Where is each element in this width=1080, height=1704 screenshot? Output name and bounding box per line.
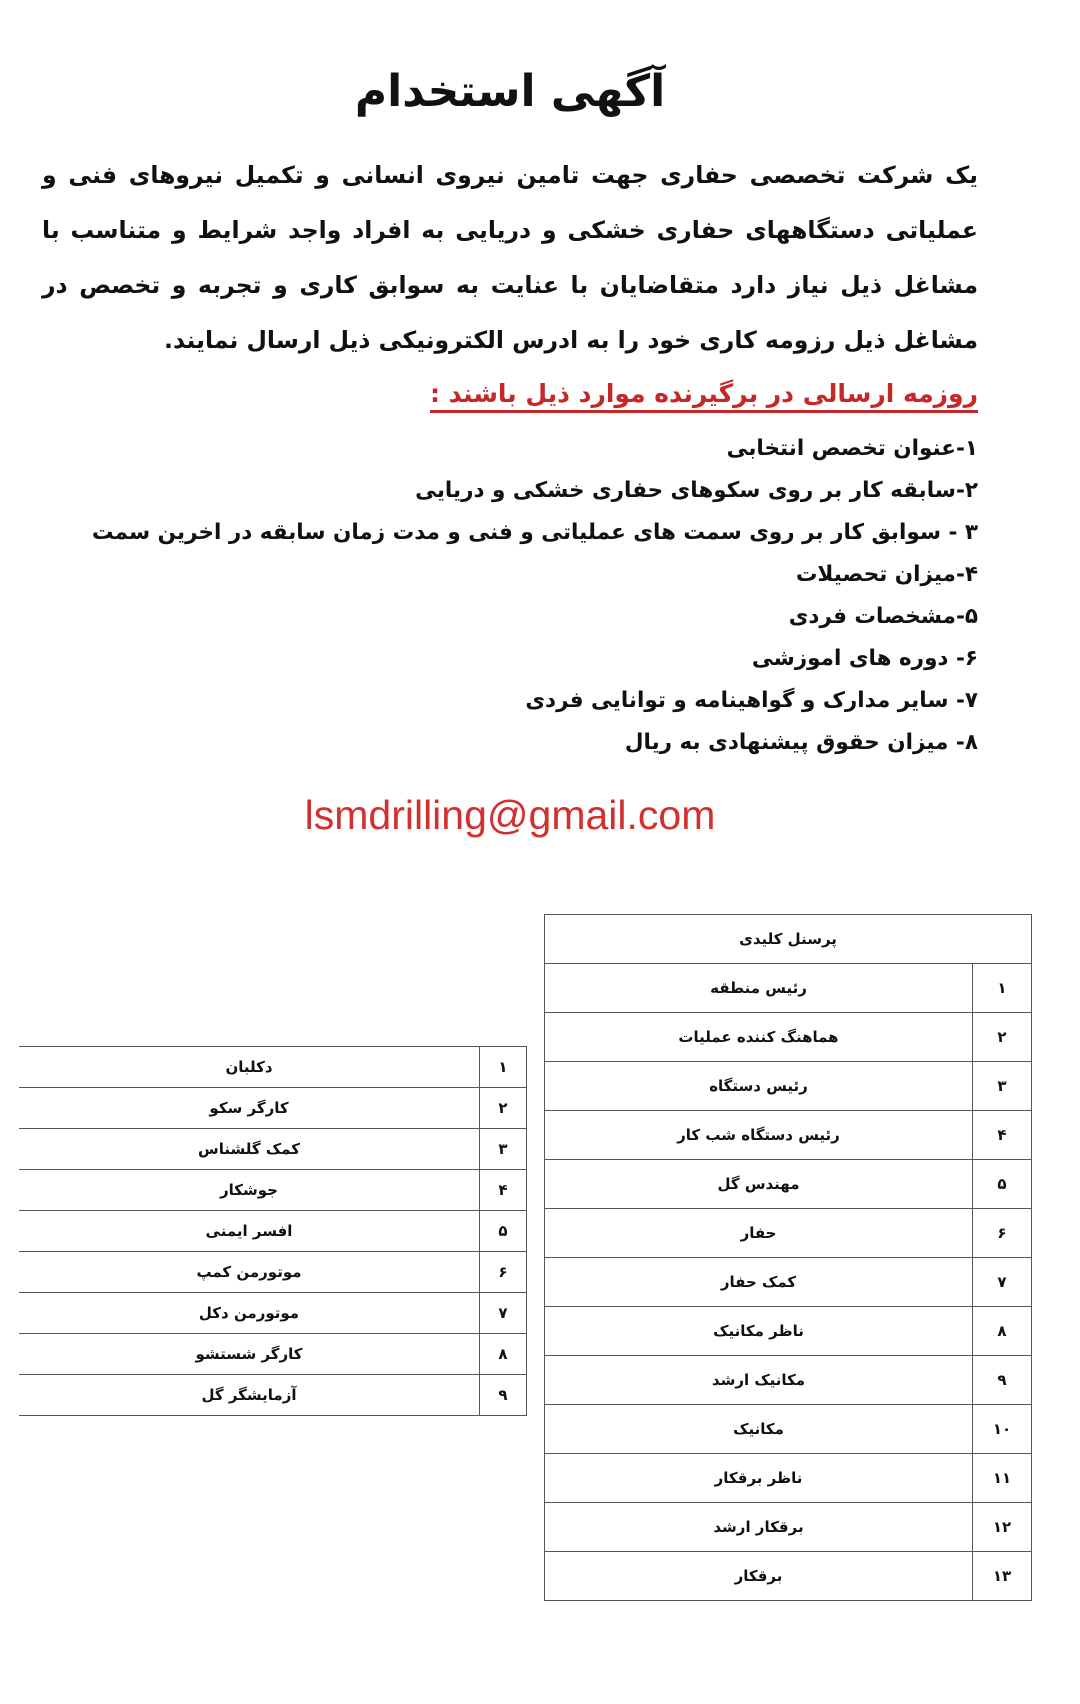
table-row (545, 1160, 1032, 1209)
row-number: ۱۳ (973, 1552, 1032, 1601)
table-row (545, 1307, 1032, 1356)
job-title: موتورمن کمپ (19, 1252, 480, 1293)
table-row (545, 1258, 1032, 1307)
job-title: رئیس دستگاه شب کار (545, 1111, 973, 1160)
job-title: ناظر مکانیک (545, 1307, 973, 1356)
requirement-item: ۷- سایر مدارک و گواهینامه و توانایی فردی (525, 688, 978, 713)
job-title: رئیس دستگاه (545, 1062, 973, 1111)
job-title: کارگر سکو (19, 1088, 480, 1129)
page-title: آگهی استخدام (354, 66, 666, 117)
table-row (545, 1552, 1032, 1601)
row-number: ۸ (973, 1307, 1032, 1356)
job-title: برقکار (545, 1552, 973, 1601)
row-number: ۱۰ (973, 1405, 1032, 1454)
table-row (545, 1356, 1032, 1405)
row-number: ۵ (973, 1160, 1032, 1209)
row-number: ۴ (973, 1111, 1032, 1160)
job-title: ناظر برقکار (545, 1454, 973, 1503)
job-title: مکانیک ارشد (545, 1356, 973, 1405)
job-title: کمک گلشناس (19, 1129, 480, 1170)
table-row (19, 1252, 527, 1293)
row-number: ۳ (480, 1129, 527, 1170)
table-row (545, 1013, 1032, 1062)
requirement-item: ۱-عنوان تخصص انتخابی (726, 436, 978, 461)
requirement-item: ۴-میزان تحصیلات (795, 562, 978, 587)
row-number: ۶ (480, 1252, 527, 1293)
row-number: ۶ (973, 1209, 1032, 1258)
table-row (545, 1062, 1032, 1111)
table-row (545, 964, 1032, 1013)
table-row (19, 1129, 527, 1170)
table-row (19, 1088, 527, 1129)
job-title: مهندس گل (545, 1160, 973, 1209)
job-title: حفار (545, 1209, 973, 1258)
row-number: ۲ (973, 1013, 1032, 1062)
table-row (545, 1405, 1032, 1454)
requirement-item: ۵-مشخصات فردی (788, 604, 978, 629)
job-title: کارگر شستشو (19, 1334, 480, 1375)
row-number: ۹ (973, 1356, 1032, 1405)
table-row (19, 1170, 527, 1211)
row-number: ۹ (480, 1375, 527, 1416)
table-row (19, 1375, 527, 1416)
requirement-item: ۶- دوره های اموزشی (751, 646, 978, 671)
job-title: کمک حفار (545, 1258, 973, 1307)
crew-positions-table (19, 1046, 527, 1416)
row-number: ۷ (973, 1258, 1032, 1307)
job-title: موتورمن دکل (19, 1293, 480, 1334)
table-row (545, 1454, 1032, 1503)
table-row (19, 1293, 527, 1334)
row-number: ۱ (480, 1047, 527, 1088)
row-number: ۷ (480, 1293, 527, 1334)
requirements-list (92, 428, 978, 764)
requirement-item: ۳ - سوابق کار بر روی سمت های عملیاتی و فنی و مدت زمان سابقه در اخرین سمت (91, 520, 978, 545)
job-title: هماهنگ کننده عملیات (545, 1013, 973, 1062)
intro-paragraph (42, 148, 978, 368)
requirement-item: ۸- میزان حقوق پیشنهادی به ریال (624, 730, 978, 755)
job-title: برقکار ارشد (545, 1503, 973, 1552)
row-number: ۱۱ (973, 1454, 1032, 1503)
intro-text: یک شرکت تخصصی حفاری جهت تامین نیروی انسانی و تکمیل نیروهای فنی و عملیاتی دستگاههای حفاری خشکی و دریایی به افراد واجد شرایط و متناسب با مشاغل ذیل نیاز دارد متقاضایان با عنایت به سوابق کاری و تجربه و تخصص در مشاغل ذیل رزومه کاری خود را به ادرس الکترونیکی ذیل ارسال نمایند. (42, 161, 978, 354)
job-title: دکلبان (19, 1047, 480, 1088)
job-title: رئیس منطقه (545, 964, 973, 1013)
job-title: آزمایشگر گل (19, 1375, 480, 1416)
table-row (545, 1209, 1032, 1258)
row-number: ۳ (973, 1062, 1032, 1111)
key-personnel-header: پرسنل کلیدی (545, 915, 1032, 964)
row-number: ۴ (480, 1170, 527, 1211)
key-personnel-table (544, 914, 1032, 1601)
row-number: ۲ (480, 1088, 527, 1129)
table-header-row (545, 915, 1032, 964)
job-title: جوشکار (19, 1170, 480, 1211)
row-number: ۱۲ (973, 1503, 1032, 1552)
table-row (19, 1211, 527, 1252)
table-row (19, 1047, 527, 1088)
row-number: ۵ (480, 1211, 527, 1252)
requirement-item: ۲-سابقه کار بر روی سکوهای حفاری خشکی و دریایی (415, 478, 978, 503)
resume-requirements-heading: روزمه ارسالی در برگیرنده موارد ذیل باشند : (430, 379, 978, 413)
row-number: ۱ (973, 964, 1032, 1013)
contact-email: lsmdrilling@gmail.com (304, 792, 716, 838)
table-row (19, 1334, 527, 1375)
job-title: افسر ایمنی (19, 1211, 480, 1252)
table-row (545, 1111, 1032, 1160)
row-number: ۸ (480, 1334, 527, 1375)
job-title: مکانیک (545, 1405, 973, 1454)
table-row (545, 1503, 1032, 1552)
